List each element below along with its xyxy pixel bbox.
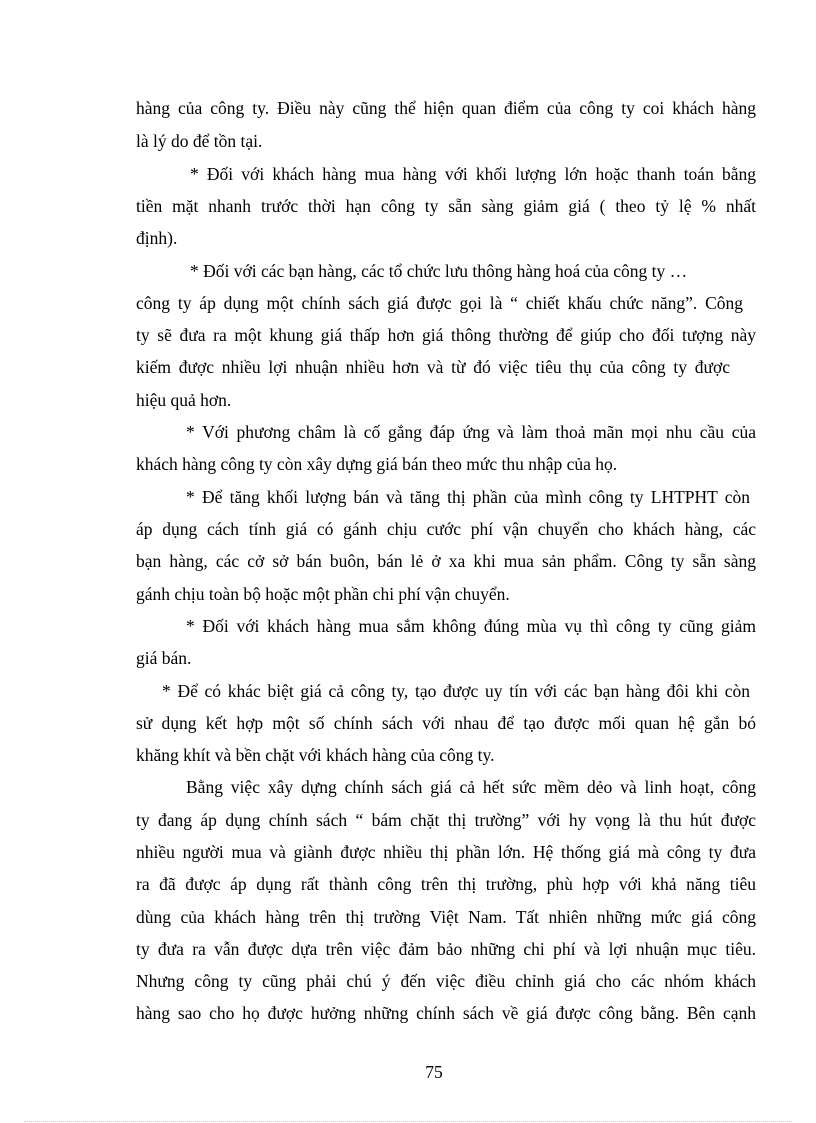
text-line: * Với phương châm là cố gắng đáp ứng và làm thoả mãn mọi nhu cầu của xyxy=(186,422,756,442)
page-bottom-divider xyxy=(24,1121,792,1122)
text-line: bạn hàng, các cở sở bán buôn, bán lẻ ở xa khi mua sản phẩm. Công ty sẵn sàng xyxy=(136,551,756,571)
text-line: * Đối với các bạn hàng, các tổ chức lưu thông hàng hoá của công ty … xyxy=(190,261,688,281)
text-line: * Đối với khách hàng mua sắm không đúng mùa vụ thì công ty cũng giảm xyxy=(186,616,756,636)
text-line: ty đang áp dụng chính sách “ bám chặt thị trường” với hy vọng là thu hút được xyxy=(136,810,756,830)
text-line: hàng sao cho họ được hưởng những chính sách về giá được công bằng. Bên cạnh xyxy=(136,1003,756,1023)
page-number: 75 xyxy=(425,1062,443,1082)
text-line: tiền mặt nhanh trước thời hạn công ty sẵn sàng giảm giá ( theo tỷ lệ % nhất xyxy=(136,196,756,216)
text-line: hiệu quả hơn. xyxy=(136,390,232,410)
text-line: nhiều người mua và giành được nhiều thị phần lớn. Hệ thống giá mà công ty đưa xyxy=(136,842,756,862)
text-line: * Để tăng khối lượng bán và tăng thị phần của mình công ty LHTPHT còn xyxy=(186,487,750,507)
text-line: gánh chịu toàn bộ hoặc một phần chi phí vận chuyển. xyxy=(136,584,510,604)
text-line: giá bán. xyxy=(136,648,192,668)
text-line: áp dụng cách tính giá có gánh chịu cước phí vận chuyển cho khách hàng, các xyxy=(136,519,756,539)
text-line: Bằng việc xây dựng chính sách giá cả hết sức mềm dẻo và linh hoạt, công xyxy=(186,777,756,797)
text-line: * Để có khác biệt giá cả công ty, tạo được uy tín với các bạn hàng đôi khi còn xyxy=(162,681,750,701)
text-line: là lý do để tồn tại. xyxy=(136,131,263,151)
text-line: hàng của công ty. Điều này cũng thể hiện quan điểm của công ty coi khách hàng xyxy=(136,98,756,118)
text-line: dùng của khách hàng trên thị trường Việt Nam. Tất nhiên những mức giá công xyxy=(136,907,756,927)
text-line: khách hàng công ty còn xây dựng giá bán theo mức thu nhập của họ. xyxy=(136,454,618,474)
text-line: Nhưng công ty cũng phải chú ý đến việc điều chỉnh giá cho các nhóm khách xyxy=(136,971,756,991)
text-line: ra đã được áp dụng rất thành công trên thị trường, phù hợp với khả năng tiêu xyxy=(136,874,756,894)
text-line: * Đối với khách hàng mua hàng với khối lượng lớn hoặc thanh toán bằng xyxy=(190,164,756,184)
text-line: ty đưa ra vẫn được dựa trên việc đảm bảo những chi phí và lợi nhuận mục tiêu. xyxy=(136,939,756,959)
text-line: công ty áp dụng một chính sách giá được gọi là “ chiết khấu chức năng”. Công xyxy=(136,293,743,313)
text-line: ty sẽ đưa ra một khung giá thấp hơn giá thông thường để giúp cho đối tượng này xyxy=(136,325,756,345)
text-line: sử dụng kết hợp một số chính sách với nhau để tạo được mối quan hệ gắn bó xyxy=(136,713,756,733)
text-line: định). xyxy=(136,228,178,248)
text-line: khăng khít và bền chặt với khách hàng của công ty. xyxy=(136,745,495,765)
text-line: kiếm được nhiều lợi nhuận nhiều hơn và từ đó việc tiêu thụ của công ty được xyxy=(136,357,730,377)
